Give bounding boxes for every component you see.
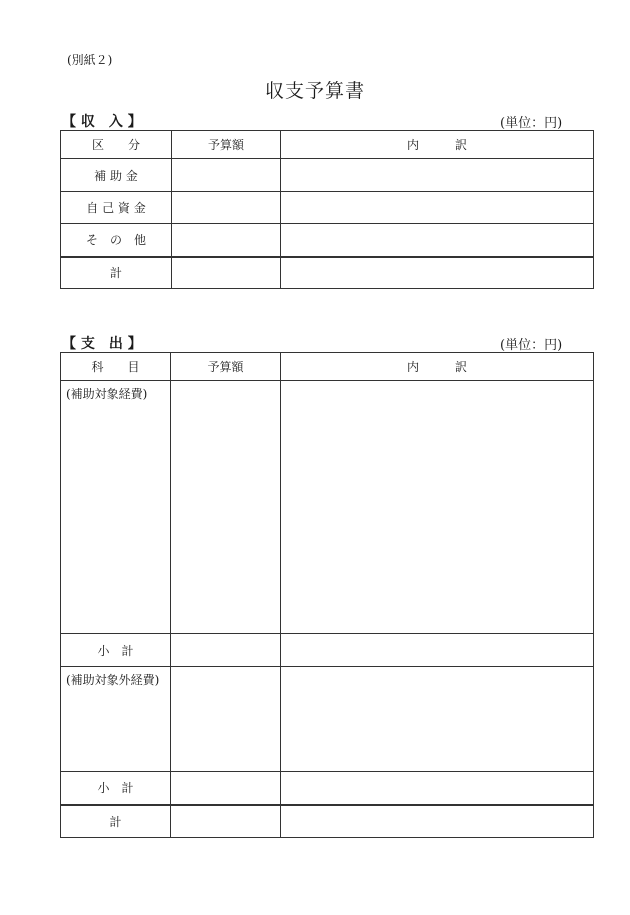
annex-label: (別紙２): [67, 53, 113, 67]
expense-non-subsidized-row: [61, 667, 594, 772]
non-subsidized-detail-cell[interactable]: [281, 667, 594, 772]
income-detail-cell[interactable]: [281, 192, 594, 224]
subsidized-detail-cell[interactable]: [281, 381, 594, 634]
expense-total-label: 計: [61, 805, 171, 838]
expense-total-amount-cell[interactable]: [171, 805, 281, 838]
expense-total-detail-cell[interactable]: [281, 805, 594, 838]
non-subsidized-amount-cell[interactable]: [171, 667, 281, 772]
subtotal-amount-cell[interactable]: [171, 634, 281, 667]
subtotal-detail-cell[interactable]: [281, 634, 594, 667]
income-total-label: 計: [61, 257, 172, 289]
expense-table: [60, 352, 594, 838]
income-section-title: 【 収 入 】: [62, 114, 142, 130]
subtotal-detail-cell[interactable]: [281, 772, 594, 805]
income-col-detail: 内 訳: [281, 131, 594, 159]
document-title: 収支予算書: [264, 80, 365, 102]
subtotal-label: 小 計: [61, 634, 171, 667]
expense-subsidized-row: [61, 381, 594, 634]
income-unit-label: (単位：円): [500, 116, 563, 131]
subsidized-expenses-label: (補助対象経費): [61, 381, 171, 634]
expense-total-row: [61, 805, 594, 838]
income-table: [60, 130, 594, 289]
income-row-label: 自 己 資 金: [61, 192, 172, 224]
table-row: [61, 192, 594, 224]
income-col-amount: 予算額: [172, 131, 281, 159]
subsidized-amount-cell[interactable]: [171, 381, 281, 634]
expense-section-title: 【 支 出 】: [62, 336, 142, 352]
income-row-label: そ の 他: [61, 224, 172, 257]
expense-col-detail: 内 訳: [281, 353, 594, 381]
income-header-row: [61, 131, 594, 159]
income-amount-cell[interactable]: [172, 159, 281, 192]
income-total-amount-cell[interactable]: [172, 257, 281, 289]
income-total-row: [61, 257, 594, 289]
non-subsidized-subtotal-row: [61, 772, 594, 805]
income-total-detail-cell[interactable]: [281, 257, 594, 289]
table-row: [61, 224, 594, 257]
expense-header-row: [61, 353, 594, 381]
expense-col-amount: 予算額: [171, 353, 281, 381]
non-subsidized-expenses-label: (補助対象外経費): [61, 667, 171, 772]
income-col-category: 区 分: [61, 131, 172, 159]
income-detail-cell[interactable]: [281, 159, 594, 192]
subtotal-label: 小 計: [61, 772, 171, 805]
subtotal-amount-cell[interactable]: [171, 772, 281, 805]
income-row-label: 補 助 金: [61, 159, 172, 192]
expense-unit-label: (単位：円): [500, 338, 563, 353]
expense-col-item: 科 目: [61, 353, 171, 381]
income-amount-cell[interactable]: [172, 224, 281, 257]
income-amount-cell[interactable]: [172, 192, 281, 224]
subsidized-subtotal-row: [61, 634, 594, 667]
table-row: [61, 159, 594, 192]
income-detail-cell[interactable]: [281, 224, 594, 257]
